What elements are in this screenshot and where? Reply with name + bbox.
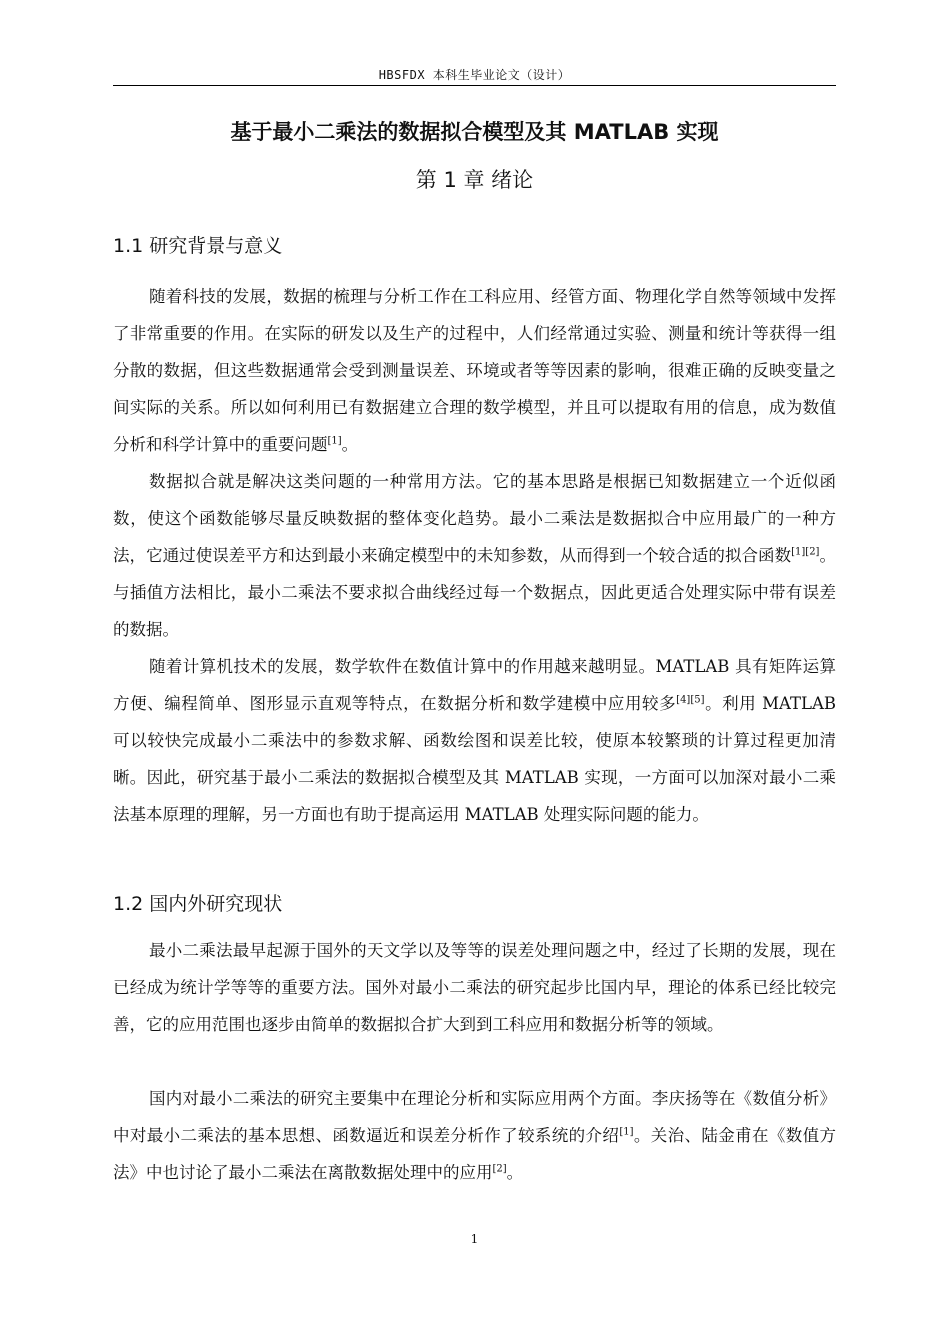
- header-rule: [113, 85, 836, 86]
- citation: [1]: [327, 435, 342, 447]
- paragraph: 数据拟合就是解决这类问题的一种常用方法。它的基本思路是根据已知数据建立一个近似函数，使这个函数能够尽量反映数据的整体变化趋势。最小二乘法是数据拟合中应用最广的一种方法，它通过使误差平方和达到最小来确定模型中的未知参数，从而得到一个较合适的拟合函数[1][2]。与插值方法相比，最小二乘法不要求拟合曲线经过每一个数据点，因此更适合处理实际中带有误差的数据。: [113, 472, 837, 639]
- section-heading-1-1: 1.1 研究背景与意义: [113, 235, 283, 257]
- page-number: 1: [470, 1232, 479, 1246]
- section-heading-1-2: 1.2 国内外研究现状: [113, 893, 283, 915]
- paragraph: 国内对最小二乘法的研究主要集中在理论分析和实际应用两个方面。李庆扬等在《数值分析》中对最小二乘法的基本思想、函数逼近和误差分析作了较系统的介绍[1]。关治、陆金甫在《数值方法》中也讨论了最小二乘法在离散数据处理中的应用[2]。: [113, 1089, 837, 1182]
- paragraph: 最小二乘法最早起源于国外的天文学以及等等的误差处理问题之中，经过了长期的发展，现在已经成为统计学等等的重要方法。国外对最小二乘法的研究起步比国内早，理论的体系已经比较完善，它的应用范围也逐步由简单的数据拟合扩大到到工科应用和数据分析等的领域。: [113, 941, 836, 1034]
- citation: [2]: [492, 1163, 507, 1175]
- thesis-title: 基于最小二乘法的数据拟合模型及其 MATLAB 实现: [230, 120, 719, 144]
- paragraph: 随着科技的发展，数据的梳理与分析工作在工科应用、经管方面、物理化学自然等领域中发挥了非常重要的作用。在实际的研发以及生产的过程中，人们经常通过实验、测量和统计等获得一组分散的数据，但这些数据通常会受到测量误差、环境或者等等因素的影响，很难正确的反映变量之间实际的关系。所以如何利用已有数据建立合理的数学模型，并且可以提取有用的信息，成为数值分析和科学计算中的重要问题[1]。: [113, 287, 836, 454]
- citation: [1][2]: [791, 546, 820, 558]
- running-header: HBSFDX 本科生毕业论文（设计）: [378, 68, 571, 82]
- citation: [1]: [619, 1126, 634, 1138]
- chapter-heading: 第 1 章 绪论: [415, 168, 534, 192]
- paragraph: 随着计算机技术的发展，数学软件在数值计算中的作用越来越明显。MATLAB 具有矩阵运算方便、编程简单、图形显示直观等特点，在数据分析和数学建模中应用较多[4][5]。利用 MATLAB 可以较快完成最小二乘法中的参数求解、函数绘图和误差比较，使原本较繁琐的计算过程更加清晰。因此，研究基于最小二乘法的数据拟合模型及其 MATLAB 实现，一方面可以加深对最小二乘法基本原理的理解，另一方面也有助于提高运用 MATLAB 处理实际问题的能力。: [113, 657, 836, 824]
- citation: [4][5]: [676, 694, 705, 706]
